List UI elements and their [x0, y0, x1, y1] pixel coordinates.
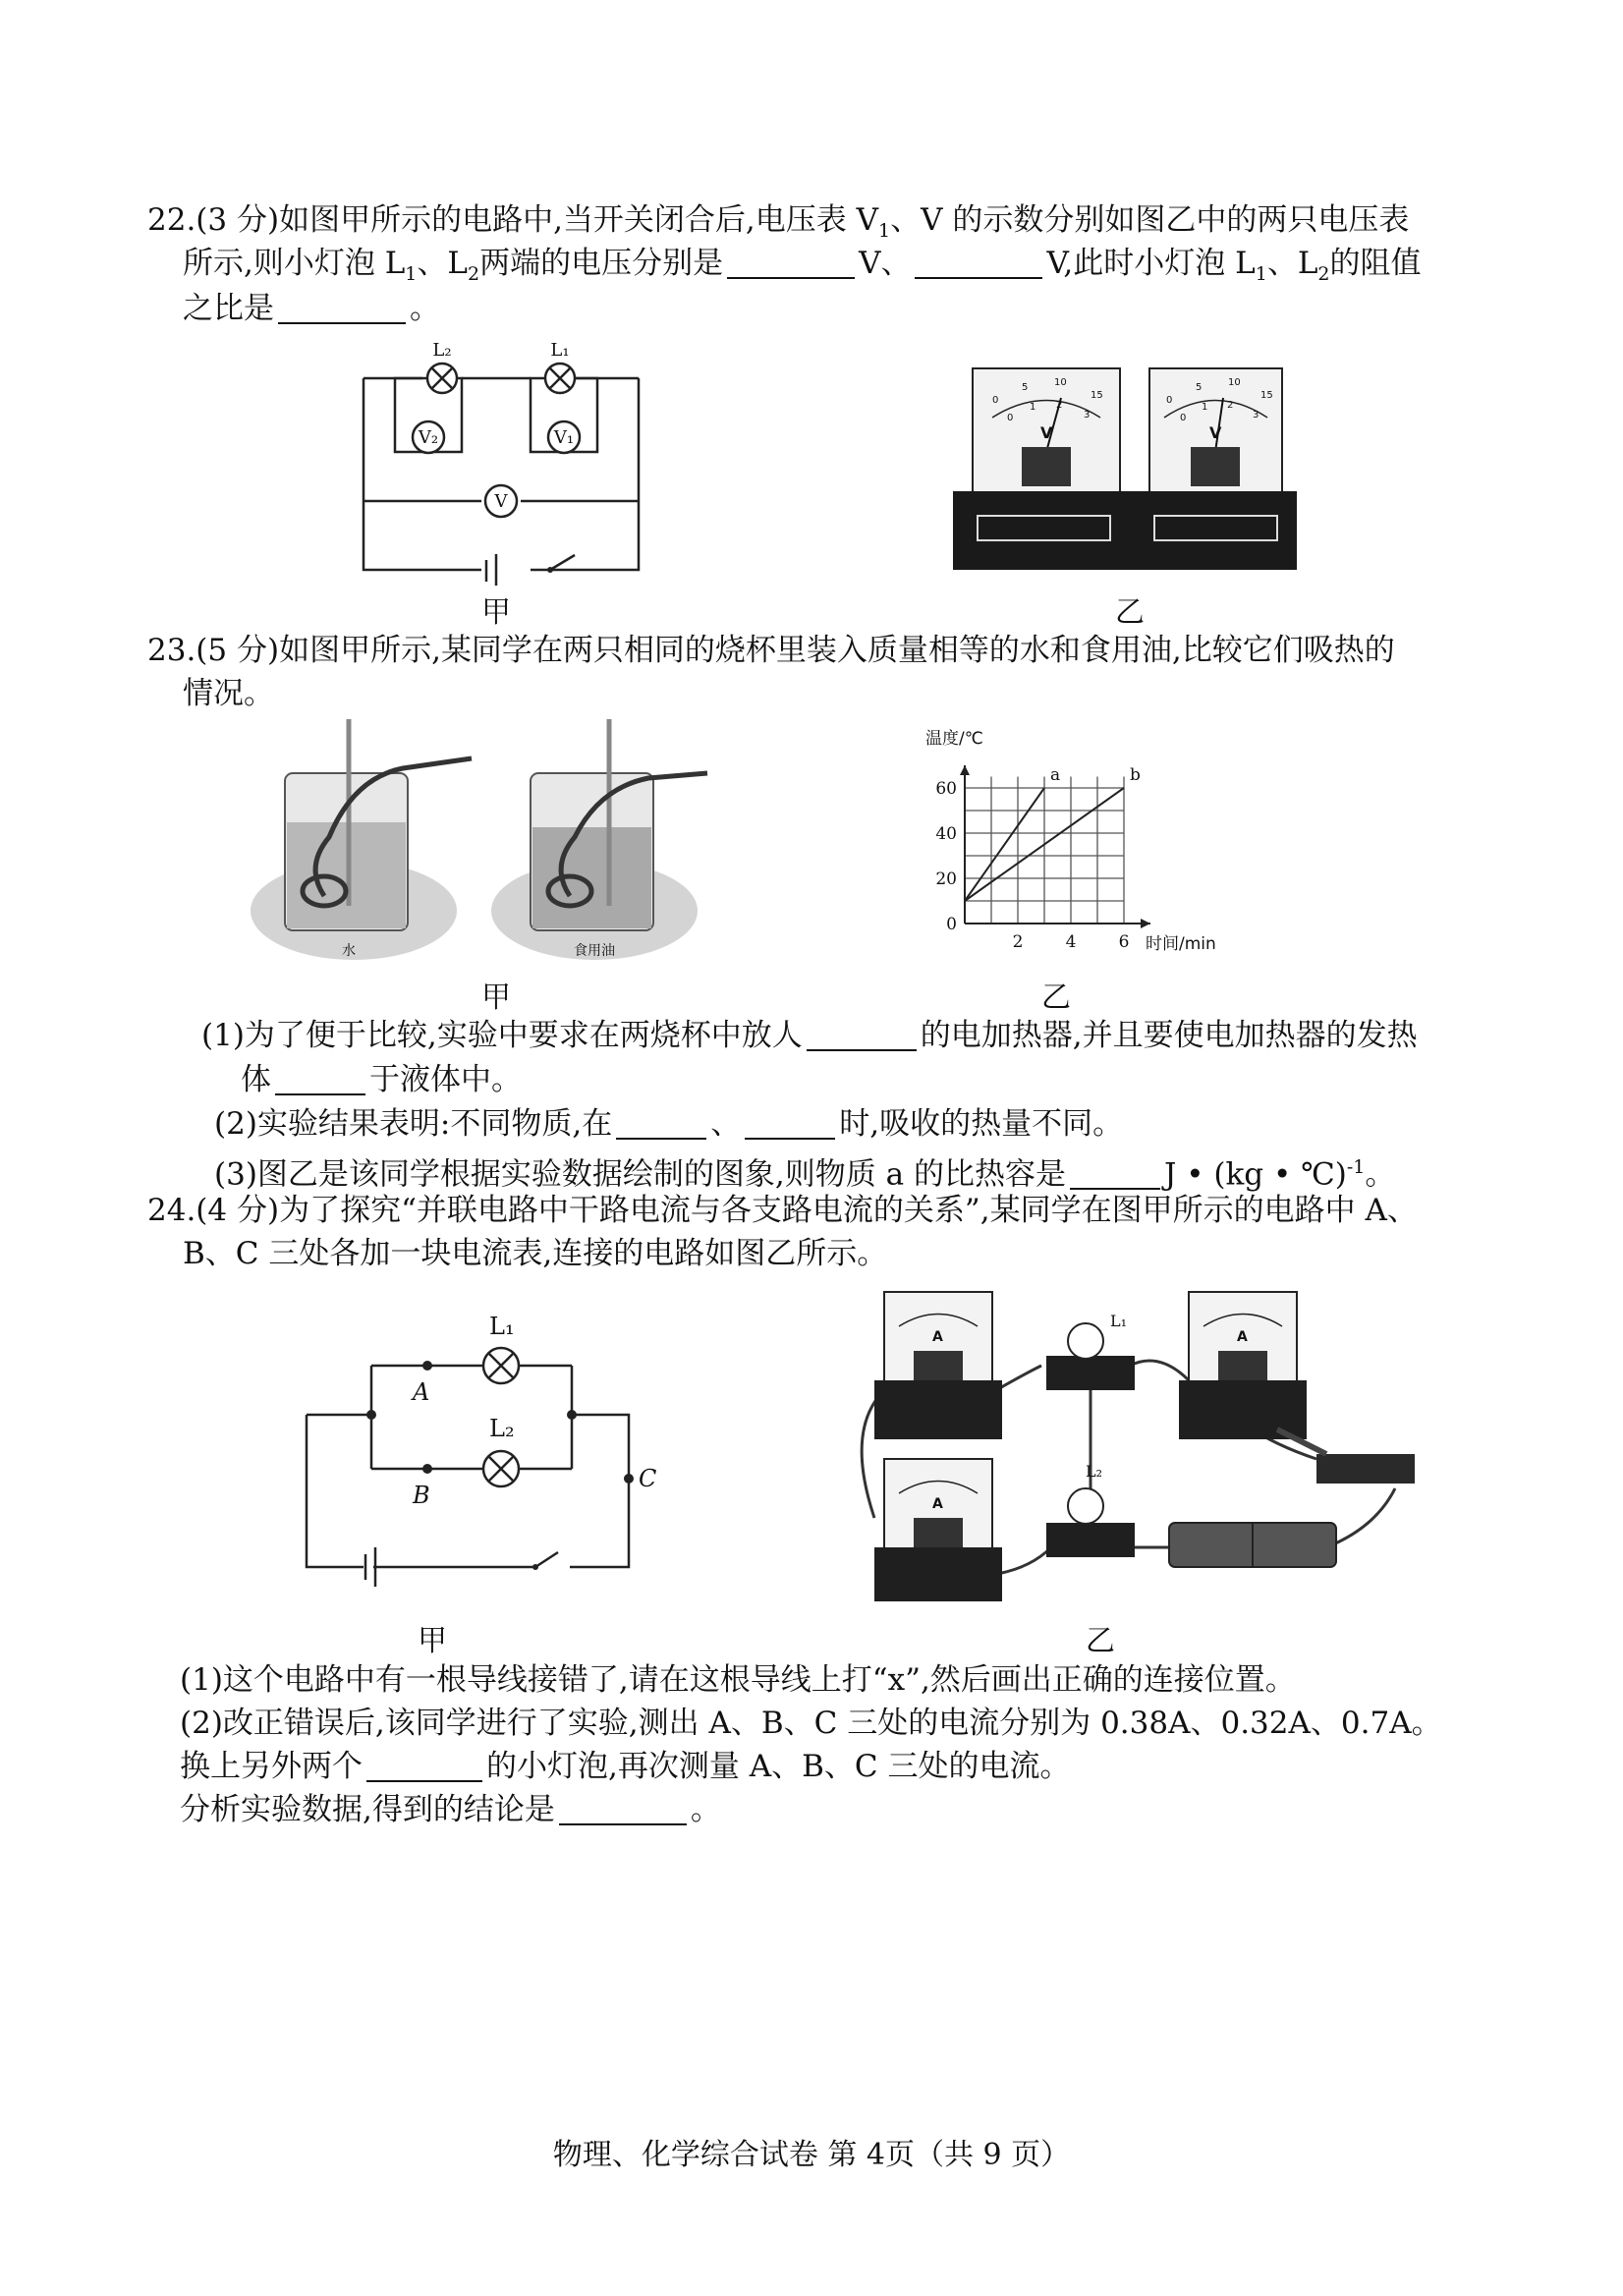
- svg-text:3: 3: [1084, 410, 1091, 420]
- q24-caption-right: 乙: [1086, 1624, 1115, 1658]
- lamp-socket-L1-icon: [1046, 1312, 1135, 1390]
- lamp-socket-L2-icon: [1046, 1462, 1135, 1557]
- svg-text:A: A: [1237, 1329, 1248, 1345]
- answer-blank[interactable]: [616, 1108, 706, 1140]
- switch-icon: [1277, 1429, 1415, 1484]
- x-axis-label: 时间/min: [1146, 934, 1216, 954]
- svg-text:V: V: [1040, 423, 1053, 442]
- q24-sub3: 分析实验数据,得到的结论是 。: [180, 1792, 721, 1827]
- svg-text:2: 2: [1056, 400, 1063, 411]
- label-L2: L₂: [489, 1415, 515, 1442]
- label-B: B: [413, 1482, 430, 1509]
- svg-text:15: 15: [1260, 390, 1273, 401]
- answer-blank[interactable]: [275, 1064, 365, 1095]
- q24-circuit-diagram: [295, 1297, 658, 1592]
- label-L1: L₁: [489, 1313, 515, 1340]
- q23-beakers-photo: [246, 719, 756, 965]
- q23-sub3: (3)图乙是该同学根据实验数据绘制的图象,则物质 a 的比热容是 J • (kg • ℃)$^{-1}$。: [214, 1156, 1396, 1193]
- svg-text:0: 0: [1166, 395, 1173, 406]
- svg-text:5: 5: [1022, 382, 1029, 393]
- q23-sub1-cont: 体 于液体中。: [241, 1062, 522, 1097]
- q22-voltmeter-photos: [948, 364, 1302, 580]
- ammeter-bottom-left-icon: [874, 1459, 1002, 1601]
- q22-caption-right: 乙: [1115, 595, 1145, 630]
- ammeter-top-right-icon: [1179, 1292, 1307, 1439]
- label-A: A: [413, 1378, 430, 1406]
- y-tick-label: 20: [935, 869, 957, 889]
- temperature-time-chart: [914, 722, 1248, 963]
- q23-sub1: (1)为了便于比较,实验中要求在两烧杯中放人 的电加热器,并且要使电加热器的发热: [201, 1018, 1418, 1053]
- lamp-L1-icon: [545, 364, 575, 393]
- label-L2: L₂: [432, 340, 452, 361]
- svg-text:10: 10: [1054, 377, 1067, 388]
- svg-text:1: 1: [1030, 402, 1036, 413]
- series-line-a: [965, 788, 1044, 901]
- q23-caption-right: 乙: [1041, 980, 1071, 1015]
- ammeter-top-left-icon: [874, 1292, 1002, 1439]
- svg-text:0: 0: [992, 395, 999, 406]
- q24-sub2-cont: 换上另外两个 的小灯泡,再次测量 A、B、C 三处的电流。: [180, 1749, 1071, 1784]
- label-V1: V₁: [553, 427, 575, 448]
- x-tick-label: 2: [1012, 932, 1024, 952]
- lamp-L2-icon: [483, 1451, 519, 1486]
- page-footer: 物理、化学综合试卷 第 4页（共 9 页）: [552, 2138, 1071, 2172]
- answer-blank[interactable]: [278, 293, 406, 324]
- answer-blank[interactable]: [559, 1794, 687, 1825]
- svg-text:V: V: [1209, 423, 1222, 442]
- q24-line2: B、C 三处各加一块电流表,连接的电路如图乙所示。: [183, 1236, 888, 1271]
- series-label-b: b: [1130, 765, 1141, 785]
- answer-blank[interactable]: [915, 248, 1042, 279]
- q23-sub2: (2)实验结果表明:不同物质,在 、 时,吸收的热量不同。: [214, 1106, 1124, 1142]
- answer-blank[interactable]: [745, 1108, 835, 1140]
- label-V2: V₂: [418, 427, 439, 448]
- q23-line2: 情况。: [183, 676, 274, 711]
- q24-sub1: (1)这个电路中有一根导线接错了,请在这根导线上打“x”,然后画出正确的连接位置。: [180, 1662, 1296, 1698]
- svg-text:2: 2: [1227, 400, 1234, 411]
- q23-line1: 23.(5 分)如图甲所示,某同学在两只相同的烧杯里装入质量相等的水和食用油,比较它们吸热的: [147, 633, 1395, 668]
- svg-text:A: A: [932, 1496, 943, 1512]
- svg-text:10: 10: [1228, 377, 1241, 388]
- svg-text:0: 0: [1180, 413, 1187, 423]
- q24-sub2: (2)改正错误后,该同学进行了实验,测出 A、B、C 三处的电流分别为 0.38A、0.32A、0.7A。: [180, 1706, 1442, 1741]
- q22-line3: 之比是 。: [183, 291, 440, 326]
- svg-text:0: 0: [1007, 413, 1014, 423]
- svg-text:L₂: L₂: [1086, 1462, 1103, 1481]
- q22-line2: 所示,则小灯泡 $L_1$、$L_2$两端的电压分别是 V、 V,此时小灯泡 $L_1$、$L_2$的阻值: [183, 246, 1422, 286]
- q24-line1: 24.(4 分)为了探究“并联电路中干路电流与各支路电流的关系”,某同学在图甲所示的电路中 A、: [147, 1193, 1418, 1228]
- answer-blank[interactable]: [727, 248, 855, 279]
- answer-blank[interactable]: [1070, 1158, 1160, 1190]
- voltmeter-left-icon: [953, 368, 1135, 570]
- x-tick-label: 4: [1065, 932, 1077, 952]
- series-label-a: a: [1050, 765, 1061, 785]
- beaker-label-water: 水: [342, 943, 356, 959]
- label-C: C: [639, 1465, 657, 1492]
- q23-caption-left: 甲: [481, 980, 511, 1015]
- q22-caption-left: 甲: [481, 595, 511, 630]
- svg-text:1: 1: [1202, 402, 1208, 413]
- q22-circuit-diagram: [354, 324, 648, 589]
- svg-text:L₁: L₁: [1110, 1312, 1128, 1330]
- svg-text:A: A: [932, 1329, 943, 1345]
- x-tick-label: 6: [1118, 932, 1130, 952]
- y-axis-label: 温度/℃: [925, 729, 983, 749]
- svg-text:5: 5: [1196, 382, 1203, 393]
- lamp-L1-icon: [483, 1348, 519, 1383]
- x-axis-arrow: [1141, 919, 1150, 928]
- q24-caption-left: 甲: [418, 1624, 447, 1658]
- beaker-label-oil: 食用油: [574, 943, 615, 959]
- svg-text:3: 3: [1253, 410, 1259, 420]
- label-L1: L₁: [550, 340, 570, 361]
- svg-text:15: 15: [1091, 390, 1103, 401]
- y-tick-label: 60: [935, 779, 957, 799]
- battery-box-icon: [1169, 1523, 1336, 1567]
- origin-label: 0: [946, 915, 957, 934]
- y-axis-arrow: [960, 765, 970, 775]
- y-tick-label: 40: [935, 824, 957, 844]
- q22-line1: 22.(3 分)如图甲所示的电路中,当开关闭合后,电压表 $V_1$、V 的示数分别如图乙中的两只电压表: [147, 202, 1410, 243]
- q24-ammeter-photo: [845, 1282, 1425, 1606]
- lamp-L2-icon: [427, 364, 457, 393]
- label-V: V: [494, 491, 508, 512]
- answer-blank[interactable]: [366, 1751, 482, 1782]
- answer-blank[interactable]: [807, 1020, 917, 1051]
